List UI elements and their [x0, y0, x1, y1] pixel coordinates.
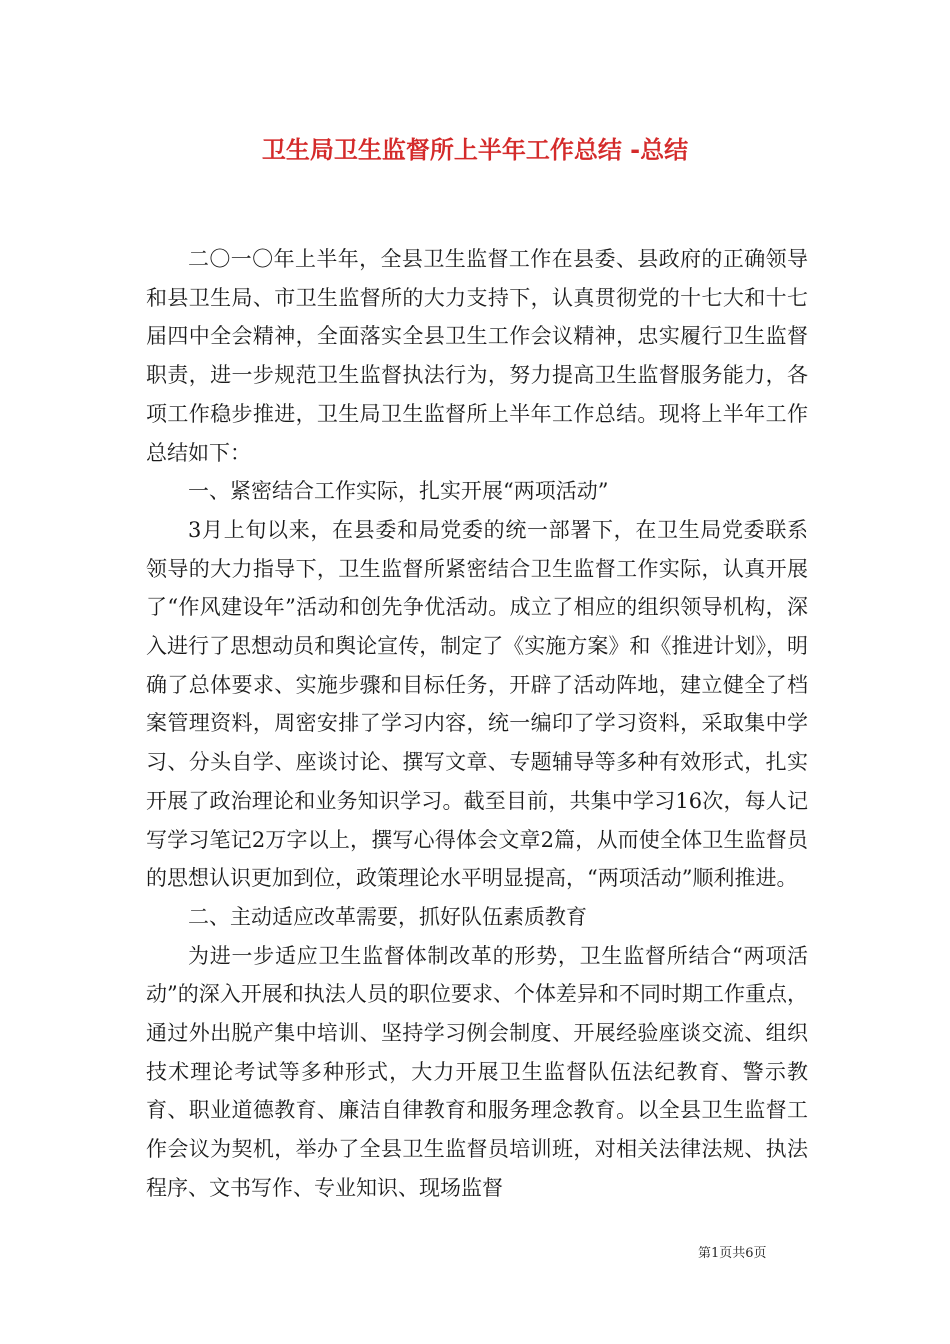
page-number: 第1页共6页	[698, 1246, 767, 1261]
document-title: 卫生局卫生监督所上半年工作总结 -总结	[261, 136, 689, 164]
section-heading-1: 一、紧密结合工作实际，扎实开展“两项活动”	[188, 479, 609, 504]
document-body	[146, 240, 808, 1208]
paragraph-intro: 二〇一〇年上半年，全县卫生监督工作在县委、县政府的正确领导和县卫生局、市卫生监督所的大力支持下，认真贯彻党的十七大和十七届四中全会精神，全面落实全县卫生工作会议精神，忠实履行卫生监督职责，进一步规范卫生监督执法行为，努力提高卫生监督服务能力，各项工作稳步推进，卫生局卫生监督所上半年工作总结。现将上半年工作总结如下：	[146, 247, 808, 465]
paragraph-section-1: 3月上旬以来，在县委和局党委的统一部署下，在卫生局党委联系领导的大力指导下，卫生监督所紧密结合卫生监督工作实际，认真开展了“作风建设年”活动和创先争优活动。成立了相应的组织领导机构，深入进行了思想动员和舆论宣传，制定了《实施方案》和《推进计划》，明确了总体要求、实施步骤和目标任务，开辟了活动阵地，建立健全了档案管理资料，周密安排了学习内容，统一编印了学习资料，采取集中学习、分头自学、座谈讨论、撰写文章、专题辅导等多种有效形式，扎实开展了政治理论和业务知识学习。截至目前，共集中学习16次，每人记写学习笔记2万字以上，撰写心得体会文章2篇，从而使全体卫生监督员的思想认识更加到位，政策理论水平明显提高，“两项活动”顺利推进。	[146, 517, 808, 891]
section-heading-2: 二、主动适应改革需要，抓好队伍素质教育	[188, 904, 587, 929]
paragraph-section-2: 为进一步适应卫生监督体制改革的形势，卫生监督所结合“两项活动”的深入开展和执法人员的职位要求、个体差异和不同时期工作重点，通过外出脱产集中培训、坚持学习例会制度、开展经验座谈交流、组织技术理论考试等多种形式，大力开展卫生监督队伍法纪教育、警示教育、职业道德教育、廉洁自律教育和服务理念教育。以全县卫生监督工作会议为契机，举办了全县卫生监督员培训班，对相关法律法规、执法程序、文书写作、专业知识、现场监督	[146, 943, 808, 1200]
